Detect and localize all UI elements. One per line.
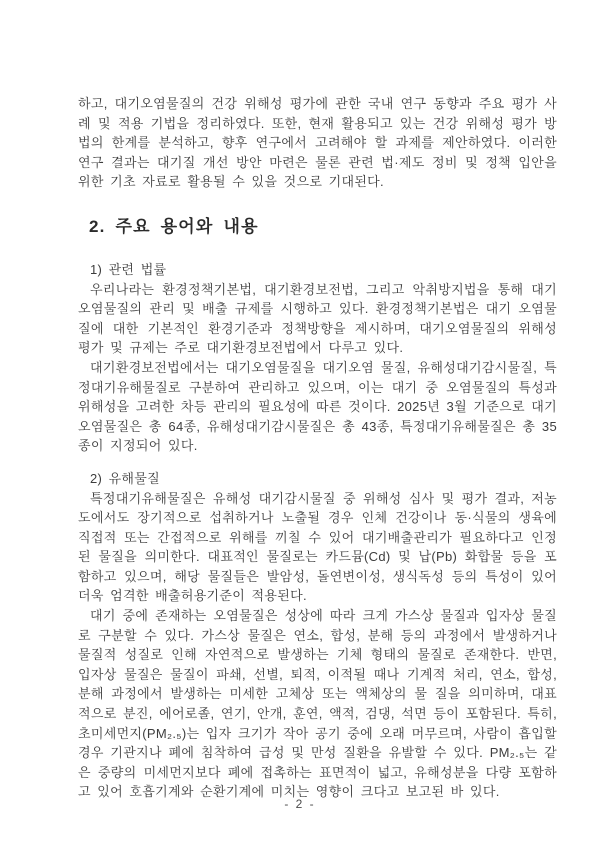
subsection-2-heading: 2) 유해물질 xyxy=(90,470,161,486)
intro-paragraph: 하고, 대기오염물질의 건강 위해성 평가에 관한 국내 연구 동향과 주요 평가 사례 및 적용 기법을 정리하였다. 또한, 현재 활용되고 있는 건강 위해성 평가 방법의 한계를 분석하고, 향후 연구에서 고려해야 할 과제를 제안하였다. 이러한 연구 결과는 대기질 개선 방안 마련은 물론 관련 법·제도 정비 및 정책 입안을 위한 기초 자료로 활용될 수 있을 것으로 기대된다. xyxy=(78,96,557,190)
page-number: - 2 - xyxy=(284,797,316,811)
subsection-1-heading: 1) 관련 법률 xyxy=(90,261,167,277)
subsection-1-paragraph-2: 대기환경보전법에서는 대기오염물질을 대기오염 물질, 유해성대기감시물질, 특정대기유해물질로 구분하여 관리하고 있으며, 이는 대기 중 오염물질의 특성과 위해성을 고려한 차등 관리의 필요성에 따른 것이다. 2025년 3월 기준으로 대기오염물질은 총 64종, 유해성대기감시물질은 총 43종, 특정대기유해물질은 총 35종이 지정되어 있다. xyxy=(78,359,557,454)
subsection-1-paragraph-1: 우리나라는 환경정책기본법, 대기환경보전법, 그리고 악취방지법을 통해 대기오염물질의 관리 및 배출 규제를 시행하고 있다. 환경정책기본법은 대기 오염물질에 대한 기본적인 환경기준과 정책방향을 제시하며, 대기오염물질의 위해성 평가 및 규제는 주로 대기환경보전법에서 다루고 있다. xyxy=(78,281,557,356)
subsection-2-paragraph-2: 대기 중에 존재하는 오염물질은 성상에 따라 크게 가스상 물질과 입자상 물질로 구분할 수 있다. 가스상 물질은 연소, 합성, 분해 등의 과정에서 발생하거나 물질적 성질로 인해 자연적으로 발생하는 기체 형태의 물질로 존재한다. 반면, 입자상 물질은 물질이 파쇄, 선별, 퇴적, 이적될 때나 기계적 처리, 연소, 합성, 분해 과정에서 발생하는 미세한 고체상 또는 액체상의 물 질을 의미하며, 대표적으로 분진, 에어로졸, 연기, 안개, 훈연, 액적, 검댕, 석면 등이 포함된다. 특히, 초미세먼지(PM₂.₅)는 입자 크기가 작아 공기 중에 오래 머무르며, 사람이 흡입할 경우 기관지나 폐에 침착하여 급성 및 만성 질환을 유발할 수 있다. PM₂.₅는 같은 중량의 미세먼지보다 폐에 접촉하는 표면적이 넓고, 유해성분을 다량 포함하고 있어 호흡기계와 순환기계에 미치는 영향이 크다고 보고된 바 있다. xyxy=(78,608,557,800)
section-heading: 2. 주요 용어와 내용 xyxy=(89,216,259,236)
subsection-2-paragraph-1: 특정대기유해물질은 유해성 대기감시물질 중 위해성 심사 및 평가 결과, 저농도에서도 장기적으로 섭취하거나 노출될 경우 인체 건강이나 동·식물의 생육에 직접적 또는 간접적으로 위해를 끼칠 수 있어 대기배출관리가 필요하다고 인정된 물질을 의미한다. 대표적인 물질로는 카드뮴(Cd) 및 납(Pb) 화합물 등을 포함하고 있으며, 해당 물질들은 발암성, 돌연변이성, 생식독성 등의 특성이 있어 더욱 엄격한 배출허용기준이 적용된다. xyxy=(78,490,557,604)
